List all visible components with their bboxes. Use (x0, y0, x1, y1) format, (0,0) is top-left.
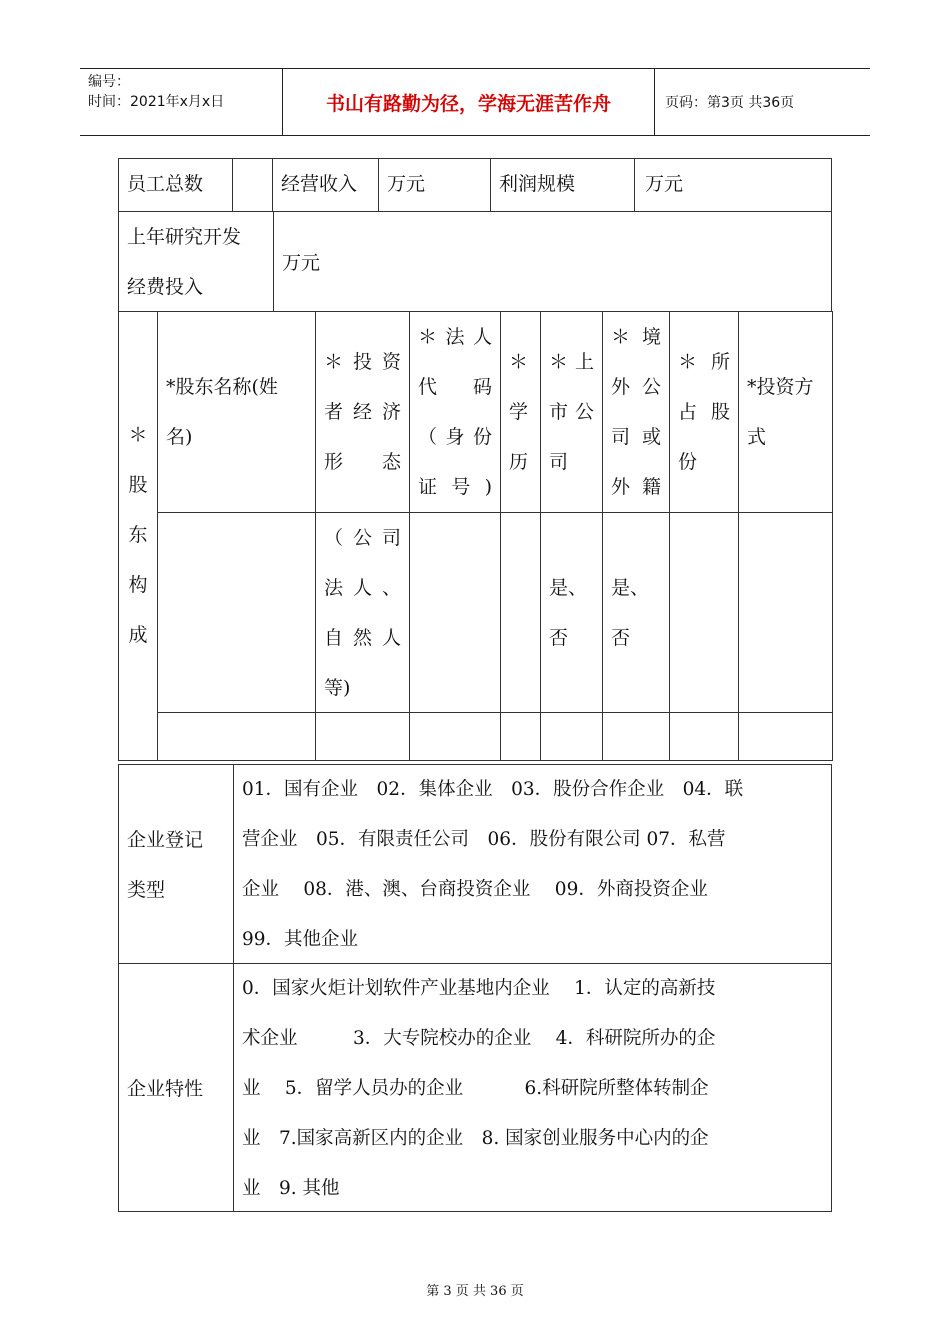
shareholder-section-label-cell (118, 311, 158, 761)
profit-value-cell (634, 158, 832, 212)
section-label-char: 东 (128, 524, 148, 546)
header-text: *股东名称(姓 (166, 376, 278, 398)
header-legal-code (409, 311, 501, 513)
header-listed (540, 311, 603, 513)
header-investor-type (315, 311, 410, 513)
header-text: 形态 (324, 451, 401, 473)
shareholder-row2-share (669, 712, 739, 761)
shareholder-row1-education (500, 512, 541, 713)
hint-text: 是、 (549, 577, 588, 599)
characteristics-line: 业 9. 其他 (242, 1178, 340, 1199)
header-text: 历 (509, 451, 529, 473)
characteristics-line: 业 5．留学人员办的企业 6.科研院所整体转制企 (242, 1078, 709, 1099)
header-text: 者经济 (324, 401, 401, 423)
rd-unit: 万元 (282, 252, 321, 274)
rd-label-line1: 上年研究开发 (127, 226, 242, 248)
document-time: 时间：2021年x月x日 (88, 94, 225, 110)
header-invest-method (738, 311, 833, 513)
shareholder-row2-invest-method (738, 712, 833, 761)
profit-unit: 万元 (645, 173, 684, 195)
header-text: 市公 (549, 401, 594, 423)
page-footer: 第 3 页 共 36 页 (426, 1284, 524, 1299)
shareholder-row2-education (500, 712, 541, 761)
shareholder-row1-legal-code (409, 512, 501, 713)
employees-label: 员工总数 (127, 173, 204, 195)
document-number: 编号： (88, 74, 130, 90)
shareholder-row1-investor-type (315, 512, 410, 713)
header-text: 占股 (678, 401, 730, 423)
registration-label-cell (118, 764, 234, 964)
hint-text: 否 (549, 627, 569, 649)
hint-text: 自然人 (324, 627, 401, 649)
header-text: ＊上 (549, 351, 594, 373)
header-text: ＊ (509, 351, 529, 373)
header-text: 份 (678, 451, 698, 473)
profit-label: 利润规模 (499, 173, 576, 195)
characteristics-label: 企业特性 (127, 1078, 204, 1100)
shareholder-row1-invest-method (738, 512, 833, 713)
employees-label-cell (118, 158, 233, 212)
shareholder-row2-legal-code (409, 712, 501, 761)
shareholder-row2-investor-type (315, 712, 410, 761)
shareholder-row2-name (157, 712, 316, 761)
header-text: 外公 (611, 376, 661, 398)
header-text: 外籍 (611, 476, 661, 498)
header-text: （身份 (418, 426, 492, 448)
hint-text: 等) (324, 677, 351, 699)
page-header (80, 68, 870, 136)
header-text: 学 (509, 401, 529, 423)
section-label-char: 构 (128, 574, 148, 596)
hint-text: 是、 (611, 577, 650, 599)
header-text: 代 码 (418, 376, 492, 398)
rd-label-cell (118, 211, 274, 312)
shareholder-row1-listed (540, 512, 603, 713)
header-education (500, 311, 541, 513)
header-shareholder-name (157, 311, 316, 513)
rd-value-cell (273, 211, 832, 312)
characteristics-options-cell (233, 963, 832, 1212)
registration-label: 企业登记 (127, 829, 204, 851)
shareholder-row1-name (157, 512, 316, 713)
section-label-char: 成 (128, 624, 148, 646)
revenue-label: 经营收入 (281, 173, 358, 195)
hint-text: 否 (611, 627, 631, 649)
registration-line: 企业 08．港、澳、台商投资企业 09．外商投资企业 (242, 879, 708, 900)
header-text: *投资方 (747, 376, 814, 398)
registration-line: 99．其他企业 (242, 929, 359, 950)
hint-text: 法人、 (324, 577, 401, 599)
revenue-value-cell (378, 158, 491, 212)
header-text: 司或 (611, 426, 661, 448)
header-text: 司 (549, 451, 569, 473)
header-text: ＊ 所 (678, 351, 730, 373)
registration-line: 01．国有企业 02．集体企业 03．股份合作企业 04．联 (242, 779, 744, 800)
header-text: ＊ 境 (611, 326, 661, 348)
section-label-char: ＊ (128, 424, 148, 446)
header-text: ＊投资 (324, 351, 401, 373)
shareholder-row2-listed (540, 712, 603, 761)
header-text: 式 (747, 426, 767, 448)
header-foreign (602, 311, 670, 513)
employees-value-cell (232, 158, 273, 212)
section-label-char: 股 (128, 474, 148, 496)
header-text: 名) (166, 426, 193, 448)
registration-line: 营企业 05．有限责任公司 06．股份有限公司 07．私营 (242, 829, 726, 850)
header-motto: 书山有路勤为径，学海无涯苦作舟 (283, 69, 655, 135)
header-text: ＊法人 (418, 326, 492, 348)
header-page-info: 页码：第3页 共36页 (665, 95, 795, 111)
hint-text: （公司 (324, 527, 401, 549)
header-meta (80, 69, 283, 135)
shareholder-row1-share (669, 512, 739, 713)
shareholder-row2-foreign (602, 712, 670, 761)
rd-label-line2: 经费投入 (127, 276, 204, 298)
characteristics-line: 术企业 3．大专院校办的企业 4．科研院所办的企 (242, 1028, 716, 1049)
characteristics-label-cell (118, 963, 234, 1212)
registration-options-cell (233, 764, 832, 964)
header-share (669, 311, 739, 513)
revenue-unit: 万元 (387, 173, 426, 195)
profit-label-cell (490, 158, 635, 212)
characteristics-line: 0．国家火炬计划软件产业基地内企业 1．认定的高新技 (242, 978, 716, 999)
revenue-label-cell (272, 158, 379, 212)
characteristics-line: 业 7.国家高新区内的企业 8. 国家创业服务中心内的企 (242, 1128, 709, 1149)
header-text: 证号) (418, 476, 492, 498)
registration-label: 类型 (127, 879, 166, 901)
shareholder-row1-foreign (602, 512, 670, 713)
